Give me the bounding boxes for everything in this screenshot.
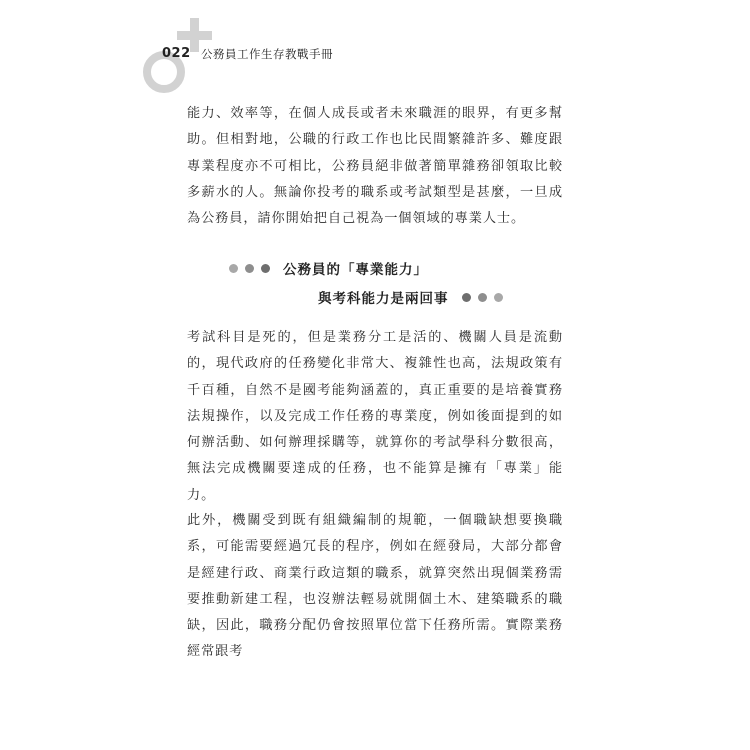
section-heading-line-2 bbox=[318, 287, 503, 307]
section-heading-text-2: 與考科能力是兩回事 bbox=[318, 291, 449, 307]
heading-dots-right bbox=[455, 293, 503, 302]
dot-icon bbox=[478, 293, 487, 302]
section-paragraph-1: 考試科目是死的，但是業務分工是活的、機關人員是流動的，現代政府的任務變化非常大、複雜性也高，法規政策有千百種，自然不是國考能夠涵蓋的，真正重要的是培養實務法規操作，以及完成工作任務的專業度，例如後面提到的如何辦活動、如何辦理採購等，就算你的考試學科分數很高，無法完成機關要達成的任務，也不能算是擁有「專業」能力。 bbox=[187, 330, 563, 503]
dot-icon bbox=[462, 293, 471, 302]
dot-icon bbox=[494, 293, 503, 302]
dot-icon bbox=[229, 264, 238, 273]
dot-icon bbox=[245, 264, 254, 273]
section-paragraph-2: 此外，機關受到既有組織編制的規範，一個職缺想要換職系，可能需要經過冗長的程序，例如在經發局，大部分都會是經建行政、商業行政這類的職系，就算突然出現個業務需要推動新建工程，也沒辦法輕易就開個土木、建築職系的職缺，因此，職務分配仍會按照單位當下任務所需。實際業務經常跟考 bbox=[187, 513, 563, 660]
running-header-title: 公務員工作生存教戰手冊 bbox=[201, 47, 333, 61]
section-heading-line-1 bbox=[229, 258, 428, 278]
page-number: 022 bbox=[162, 46, 191, 61]
heading-dots-left bbox=[229, 264, 277, 273]
dot-icon bbox=[261, 264, 270, 273]
section-heading-text-1: 公務員的「專業能力」 bbox=[283, 262, 428, 278]
intro-paragraph: 能力、效率等，在個人成長或者未來職涯的眼界，有更多幫助。但相對地，公職的行政工作也比民間繁雜許多、難度跟專業程度亦不可相比，公務員絕非做著簡單雜務卻領取比較多薪水的人。無論你投考的職系或考試類型是甚麼，一旦成為公務員，請你開始把自己視為一個領域的專業人士。 bbox=[187, 106, 563, 227]
